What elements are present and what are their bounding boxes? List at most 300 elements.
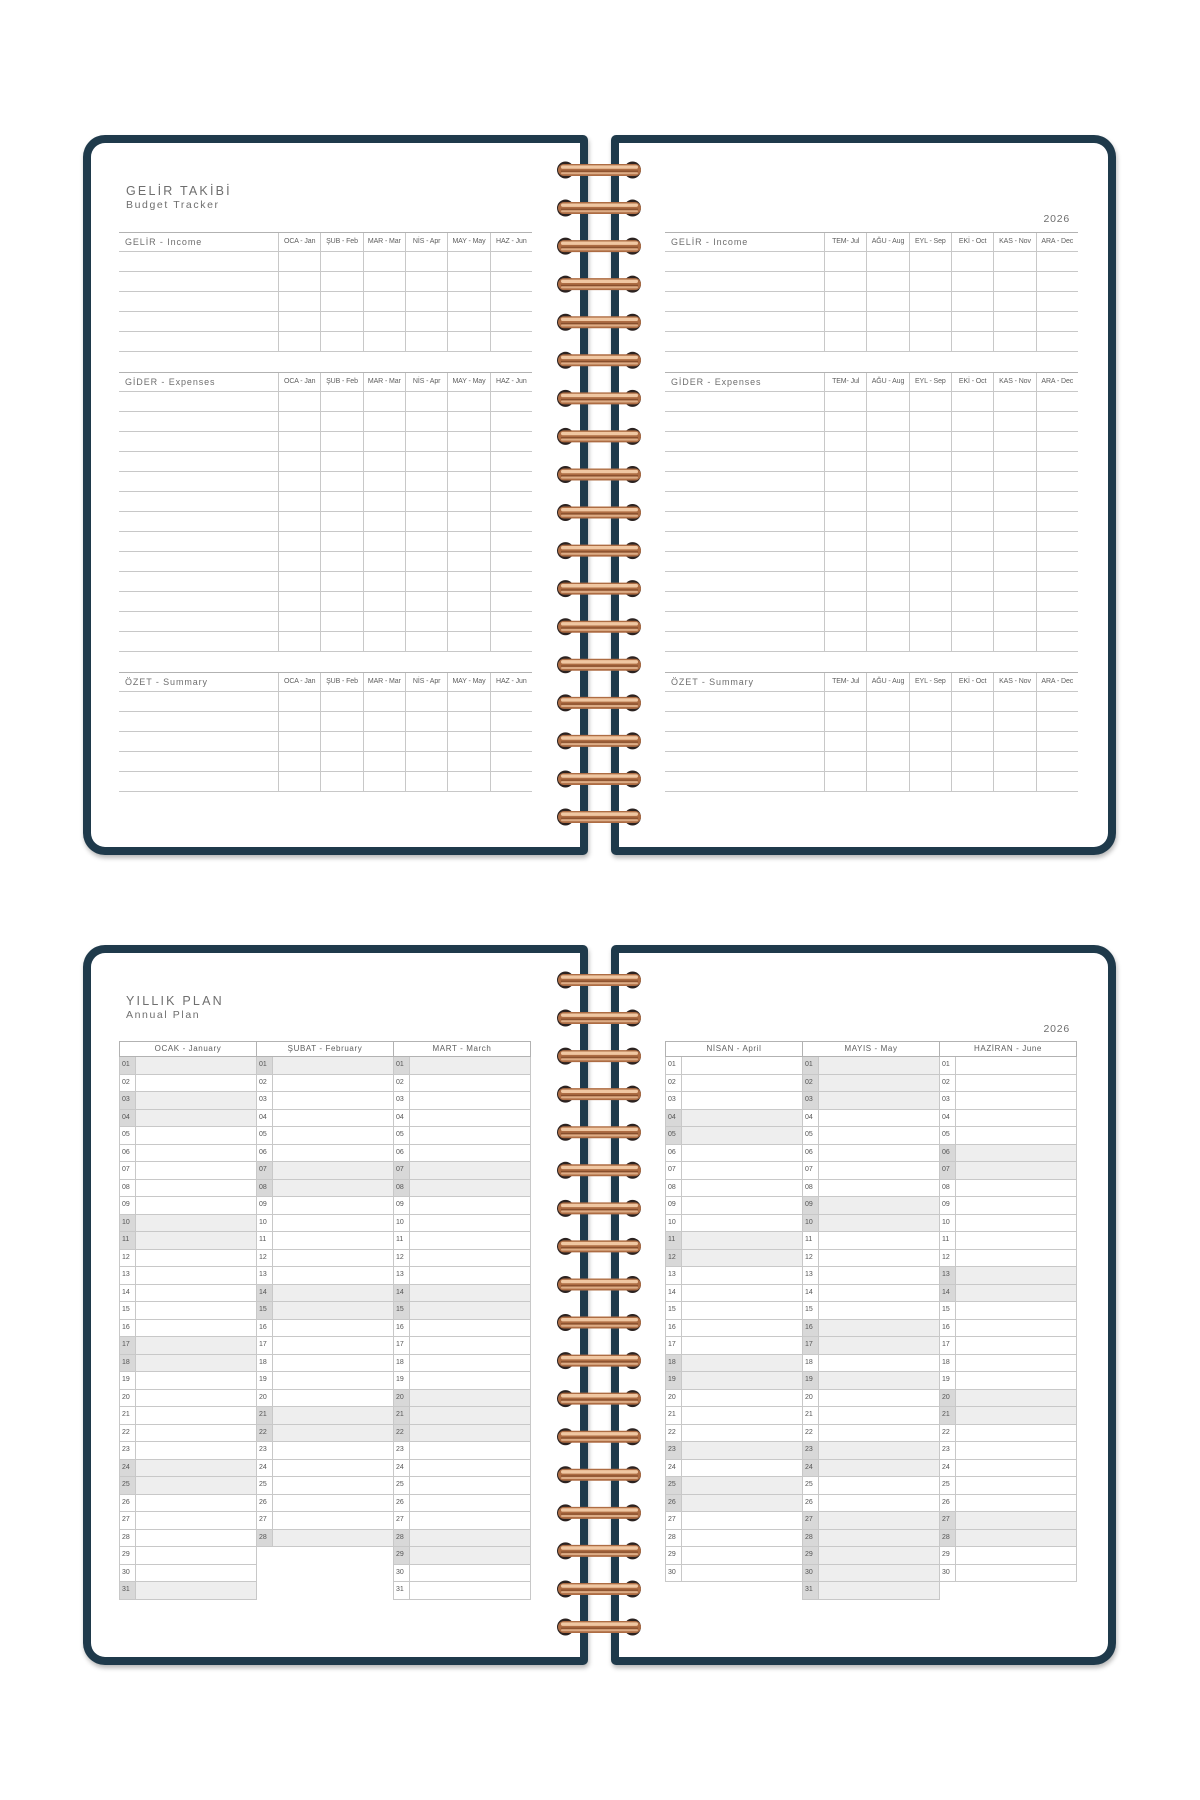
day-entry-cell xyxy=(682,1460,802,1477)
row-label-cell xyxy=(665,512,824,531)
entry-cell xyxy=(824,572,866,591)
day-row xyxy=(119,1512,257,1530)
day-number: 15 xyxy=(257,1302,273,1319)
month-column-header: MAR - Mar xyxy=(363,673,405,691)
day-number: 04 xyxy=(394,1110,410,1127)
month-column-header: OCA - Jan xyxy=(278,373,320,391)
table-row xyxy=(119,552,532,572)
entry-cell xyxy=(490,532,532,551)
day-number: 26 xyxy=(940,1495,956,1512)
day-number: 20 xyxy=(803,1390,819,1407)
entry-cell xyxy=(363,452,405,471)
day-row xyxy=(393,1477,531,1495)
ring-wire-split xyxy=(561,1399,638,1400)
ring-wire-split xyxy=(561,513,638,514)
day-entry-cell xyxy=(273,1425,393,1442)
day-row xyxy=(802,1232,940,1250)
entry-cell xyxy=(490,512,532,531)
day-row xyxy=(256,1355,394,1373)
ring-wire-split xyxy=(561,1209,638,1210)
day-entry-cell xyxy=(136,1442,256,1459)
day-row-highlighted xyxy=(256,1180,394,1198)
day-number: 28 xyxy=(120,1530,136,1547)
entry-cell xyxy=(1036,312,1078,331)
day-number: 19 xyxy=(394,1372,410,1389)
table-row xyxy=(665,552,1078,572)
entry-cell xyxy=(363,552,405,571)
day-row xyxy=(393,1442,531,1460)
day-row xyxy=(256,1337,394,1355)
entry-cell xyxy=(951,432,993,451)
day-number: 09 xyxy=(394,1197,410,1214)
entry-cell xyxy=(866,452,908,471)
day-row xyxy=(665,1267,803,1285)
entry-cell xyxy=(320,772,362,791)
day-entry-cell xyxy=(956,1302,1076,1319)
day-number: 28 xyxy=(666,1530,682,1547)
day-entry-cell xyxy=(956,1477,1076,1494)
day-number: 11 xyxy=(940,1232,956,1249)
day-entry-cell xyxy=(136,1512,256,1529)
day-row xyxy=(119,1127,257,1145)
table-row xyxy=(119,732,532,752)
day-row xyxy=(939,1110,1077,1128)
day-entry-cell xyxy=(410,1302,530,1319)
row-label-cell xyxy=(119,552,278,571)
day-number: 19 xyxy=(803,1372,819,1389)
entry-cell xyxy=(405,712,447,731)
day-entry-cell xyxy=(682,1425,802,1442)
day-number: 04 xyxy=(120,1110,136,1127)
row-label-cell xyxy=(119,772,278,791)
ring-wire-highlight xyxy=(561,394,638,397)
table-row xyxy=(119,612,532,632)
entry-cell xyxy=(278,432,320,451)
day-number: 24 xyxy=(940,1460,956,1477)
entry-cell xyxy=(909,732,951,751)
spiral-ring xyxy=(557,732,641,749)
spiral-ring xyxy=(557,1504,641,1521)
entry-cell xyxy=(320,752,362,771)
entry-cell xyxy=(951,452,993,471)
month-column-header: EKİ - Oct xyxy=(951,373,993,391)
spiral-ring xyxy=(557,1580,641,1597)
entry-cell xyxy=(824,432,866,451)
ring-wire-highlight xyxy=(561,280,638,283)
entry-cell xyxy=(909,452,951,471)
month-header: ŞUBAT - February xyxy=(256,1041,394,1057)
entry-cell xyxy=(405,492,447,511)
day-entry-cell xyxy=(273,1530,393,1547)
day-number: 16 xyxy=(394,1320,410,1337)
ring-wire-highlight xyxy=(561,982,638,984)
row-label-cell xyxy=(665,712,824,731)
month-column-header: EKİ - Oct xyxy=(951,233,993,251)
ring-wire-highlight xyxy=(561,774,638,777)
month-column-header: MAY - May xyxy=(447,373,489,391)
day-entry-cell xyxy=(956,1512,1076,1529)
day-row xyxy=(802,1355,940,1373)
entry-cell xyxy=(278,272,320,291)
entry-cell xyxy=(278,472,320,491)
row-label-cell xyxy=(119,612,278,631)
entry-cell xyxy=(447,752,489,771)
day-row xyxy=(256,1215,394,1233)
entry-cell xyxy=(320,412,362,431)
ring-wire-highlight xyxy=(561,210,638,212)
day-row xyxy=(802,1110,940,1128)
day-number: 22 xyxy=(940,1425,956,1442)
day-number: 14 xyxy=(394,1285,410,1302)
day-row xyxy=(939,1302,1077,1320)
table-row xyxy=(665,472,1078,492)
row-label-cell xyxy=(665,552,824,571)
day-number: 02 xyxy=(940,1075,956,1092)
ring-wire-highlight xyxy=(561,975,638,978)
day-row-highlighted xyxy=(665,1495,803,1513)
day-number: 23 xyxy=(803,1442,819,1459)
day-number: 19 xyxy=(257,1372,273,1389)
day-entry-cell xyxy=(136,1162,256,1179)
table-row xyxy=(665,392,1078,412)
day-number: 21 xyxy=(394,1407,410,1424)
ring-wire-highlight xyxy=(561,1249,638,1251)
month-column-header: EYL - Sep xyxy=(909,373,951,391)
ring-wire-highlight xyxy=(561,1546,638,1549)
ring-wire-split xyxy=(561,818,638,819)
day-number: 25 xyxy=(394,1477,410,1494)
day-number: 13 xyxy=(940,1267,956,1284)
entry-cell xyxy=(866,332,908,351)
spiral-ring xyxy=(557,1390,641,1407)
day-row xyxy=(393,1075,531,1093)
day-row-highlighted xyxy=(665,1372,803,1390)
day-row xyxy=(665,1530,803,1548)
day-entry-cell xyxy=(819,1145,939,1162)
day-entry-cell xyxy=(410,1565,530,1582)
entry-cell xyxy=(278,772,320,791)
entry-cell xyxy=(866,712,908,731)
row-label-cell xyxy=(119,712,278,731)
day-entry-cell xyxy=(410,1495,530,1512)
day-row-highlighted xyxy=(393,1180,531,1198)
month-column xyxy=(393,1041,531,1600)
day-number: 30 xyxy=(940,1565,956,1582)
entry-cell xyxy=(824,492,866,511)
day-number: 03 xyxy=(120,1092,136,1109)
day-entry-cell xyxy=(136,1390,256,1407)
day-number: 22 xyxy=(120,1425,136,1442)
spiral-ring xyxy=(557,542,641,559)
day-entry-cell xyxy=(136,1460,256,1477)
day-number: 17 xyxy=(666,1337,682,1354)
day-number: 18 xyxy=(120,1355,136,1372)
day-number: 30 xyxy=(666,1565,682,1582)
entry-cell xyxy=(320,452,362,471)
entry-cell xyxy=(363,612,405,631)
entry-cell xyxy=(278,332,320,351)
entry-cell xyxy=(824,272,866,291)
day-row-highlighted xyxy=(802,1057,940,1075)
ring-wire-highlight xyxy=(561,1052,638,1055)
day-row-highlighted xyxy=(119,1460,257,1478)
month-column-header: ŞUB - Feb xyxy=(320,233,362,251)
day-entry-cell xyxy=(273,1232,393,1249)
day-row xyxy=(665,1302,803,1320)
day-entry-cell xyxy=(136,1127,256,1144)
day-row xyxy=(393,1495,531,1513)
row-label-cell xyxy=(665,272,824,291)
day-row-highlighted xyxy=(119,1337,257,1355)
day-entry-cell xyxy=(819,1477,939,1494)
entry-cell xyxy=(320,712,362,731)
day-row xyxy=(802,1145,940,1163)
row-label-cell xyxy=(119,752,278,771)
day-row xyxy=(256,1460,394,1478)
day-row-highlighted xyxy=(802,1512,940,1530)
day-row-highlighted xyxy=(119,1355,257,1373)
day-row xyxy=(939,1215,1077,1233)
entry-cell xyxy=(278,312,320,331)
entry-cell xyxy=(993,272,1035,291)
day-row xyxy=(393,1512,531,1530)
row-label-cell xyxy=(119,532,278,551)
entry-cell xyxy=(993,712,1035,731)
entry-cell xyxy=(278,552,320,571)
day-row-highlighted xyxy=(393,1530,531,1548)
day-row xyxy=(665,1407,803,1425)
day-row xyxy=(939,1057,1077,1075)
day-row xyxy=(256,1232,394,1250)
entry-cell xyxy=(1036,392,1078,411)
entry-cell xyxy=(909,692,951,711)
expenses-table xyxy=(665,372,1078,652)
entry-cell xyxy=(490,552,532,571)
day-entry-cell xyxy=(682,1145,802,1162)
ring-wire-highlight xyxy=(561,1020,638,1022)
entry-cell xyxy=(278,712,320,731)
entry-cell xyxy=(1036,412,1078,431)
day-entry-cell xyxy=(819,1092,939,1109)
day-number: 11 xyxy=(666,1232,682,1249)
entry-cell xyxy=(320,432,362,451)
day-number: 28 xyxy=(940,1530,956,1547)
day-row xyxy=(665,1162,803,1180)
day-number: 16 xyxy=(257,1320,273,1337)
day-row xyxy=(256,1390,394,1408)
entry-cell xyxy=(866,572,908,591)
day-number: 08 xyxy=(940,1180,956,1197)
entry-cell xyxy=(405,272,447,291)
day-row xyxy=(393,1110,531,1128)
entry-cell xyxy=(490,292,532,311)
entry-cell xyxy=(490,612,532,631)
entry-cell xyxy=(824,732,866,751)
day-entry-cell xyxy=(273,1057,393,1074)
day-row xyxy=(393,1582,531,1600)
day-number: 25 xyxy=(803,1477,819,1494)
entry-cell xyxy=(447,332,489,351)
day-row xyxy=(665,1425,803,1443)
day-entry-cell xyxy=(410,1145,530,1162)
entry-cell xyxy=(447,632,489,651)
ring-wire-highlight xyxy=(561,1318,638,1321)
month-column-header: AĞU - Aug xyxy=(866,673,908,691)
day-entry-cell xyxy=(273,1180,393,1197)
ring-wire-split xyxy=(561,1323,638,1324)
spiral-ring xyxy=(557,390,641,407)
day-number: 07 xyxy=(394,1162,410,1179)
entry-cell xyxy=(951,612,993,631)
entry-cell xyxy=(909,552,951,571)
day-entry-cell xyxy=(410,1075,530,1092)
ring-wire-split xyxy=(561,1171,638,1172)
day-entry-cell xyxy=(956,1110,1076,1127)
entry-cell xyxy=(320,552,362,571)
day-entry-cell xyxy=(956,1232,1076,1249)
entry-cell xyxy=(1036,252,1078,271)
day-entry-cell xyxy=(136,1250,256,1267)
entry-cell xyxy=(1036,692,1078,711)
table-row xyxy=(665,452,1078,472)
day-entry-cell xyxy=(819,1460,939,1477)
day-row xyxy=(939,1442,1077,1460)
day-entry-cell xyxy=(410,1127,530,1144)
spiral-binding xyxy=(550,135,650,855)
entry-cell xyxy=(951,592,993,611)
row-label-cell xyxy=(665,452,824,471)
ring-wire-highlight xyxy=(561,286,638,288)
spiral-ring xyxy=(557,1200,641,1217)
day-row-highlighted xyxy=(802,1582,940,1600)
row-label-cell xyxy=(119,692,278,711)
day-row xyxy=(119,1145,257,1163)
ring-wire-highlight xyxy=(561,242,638,245)
day-number: 08 xyxy=(394,1180,410,1197)
day-entry-cell xyxy=(410,1477,530,1494)
ring-wire-highlight xyxy=(561,1470,638,1473)
ring-wire-highlight xyxy=(561,1096,638,1098)
entry-cell xyxy=(866,512,908,531)
day-row-highlighted xyxy=(802,1197,940,1215)
entry-cell xyxy=(490,492,532,511)
entry-cell xyxy=(909,252,951,271)
day-number: 14 xyxy=(940,1285,956,1302)
day-entry-cell xyxy=(410,1232,530,1249)
row-label-cell xyxy=(119,412,278,431)
entry-cell xyxy=(866,532,908,551)
day-row-highlighted xyxy=(119,1477,257,1495)
day-row xyxy=(256,1320,394,1338)
day-row xyxy=(665,1092,803,1110)
section-label: GELİR - Income xyxy=(671,237,749,247)
table-header-row xyxy=(119,233,532,252)
day-entry-cell xyxy=(682,1285,802,1302)
annual-right-page xyxy=(611,945,1116,1665)
day-row-highlighted xyxy=(939,1512,1077,1530)
day-row xyxy=(393,1460,531,1478)
day-number: 06 xyxy=(394,1145,410,1162)
day-row xyxy=(256,1197,394,1215)
day-number: 11 xyxy=(257,1232,273,1249)
day-entry-cell xyxy=(682,1512,802,1529)
table-row xyxy=(665,332,1078,352)
entry-cell xyxy=(320,512,362,531)
day-number: 06 xyxy=(120,1145,136,1162)
month-column-header: ARA - Dec xyxy=(1036,673,1078,691)
ring-wire-highlight xyxy=(561,622,638,625)
spiral-ring xyxy=(557,694,641,711)
day-number: 25 xyxy=(257,1477,273,1494)
day-entry-cell xyxy=(682,1075,802,1092)
day-row xyxy=(256,1512,394,1530)
day-number: 22 xyxy=(666,1425,682,1442)
entry-cell xyxy=(993,772,1035,791)
ring-wire-highlight xyxy=(561,1325,638,1327)
day-row xyxy=(119,1390,257,1408)
spiral-ring xyxy=(557,1124,641,1141)
day-entry-cell xyxy=(273,1512,393,1529)
entry-cell xyxy=(909,612,951,631)
day-number: 11 xyxy=(120,1232,136,1249)
day-number: 07 xyxy=(257,1162,273,1179)
day-entry-cell xyxy=(956,1407,1076,1424)
ring-wire-highlight xyxy=(561,203,638,206)
entry-cell xyxy=(824,412,866,431)
day-number: 27 xyxy=(120,1512,136,1529)
day-entry-cell xyxy=(819,1565,939,1582)
day-row xyxy=(256,1442,394,1460)
entry-cell xyxy=(320,632,362,651)
month-column xyxy=(665,1041,803,1582)
entry-cell xyxy=(278,732,320,751)
entry-cell xyxy=(447,592,489,611)
day-entry-cell xyxy=(136,1425,256,1442)
table-row xyxy=(119,472,532,492)
day-row xyxy=(119,1442,257,1460)
day-number: 07 xyxy=(120,1162,136,1179)
day-number: 26 xyxy=(803,1495,819,1512)
day-row xyxy=(939,1495,1077,1513)
ring-wire-highlight xyxy=(561,629,638,631)
row-label-cell xyxy=(665,292,824,311)
day-entry-cell xyxy=(682,1495,802,1512)
day-row xyxy=(939,1092,1077,1110)
table-row xyxy=(119,252,532,272)
day-row-highlighted xyxy=(393,1285,531,1303)
month-column-header: OCA - Jan xyxy=(278,233,320,251)
day-number: 13 xyxy=(120,1267,136,1284)
day-row-highlighted xyxy=(802,1547,940,1565)
ring-wire-highlight xyxy=(561,401,638,403)
month-column-header: MAR - Mar xyxy=(363,233,405,251)
table-row xyxy=(665,732,1078,752)
day-row-highlighted xyxy=(119,1110,257,1128)
day-entry-cell xyxy=(956,1092,1076,1109)
month-column-header: HAZ - Jun xyxy=(490,373,532,391)
table-row xyxy=(119,512,532,532)
day-number: 04 xyxy=(257,1110,273,1127)
row-label-cell xyxy=(119,252,278,271)
year-label: 2026 xyxy=(1043,1023,1070,1035)
day-row xyxy=(802,1162,940,1180)
month-header: HAZİRAN - June xyxy=(939,1041,1077,1057)
day-row xyxy=(802,1250,940,1268)
entry-cell xyxy=(951,252,993,271)
day-entry-cell xyxy=(819,1547,939,1564)
spiral-ring xyxy=(557,1314,641,1331)
row-label-cell xyxy=(119,632,278,651)
